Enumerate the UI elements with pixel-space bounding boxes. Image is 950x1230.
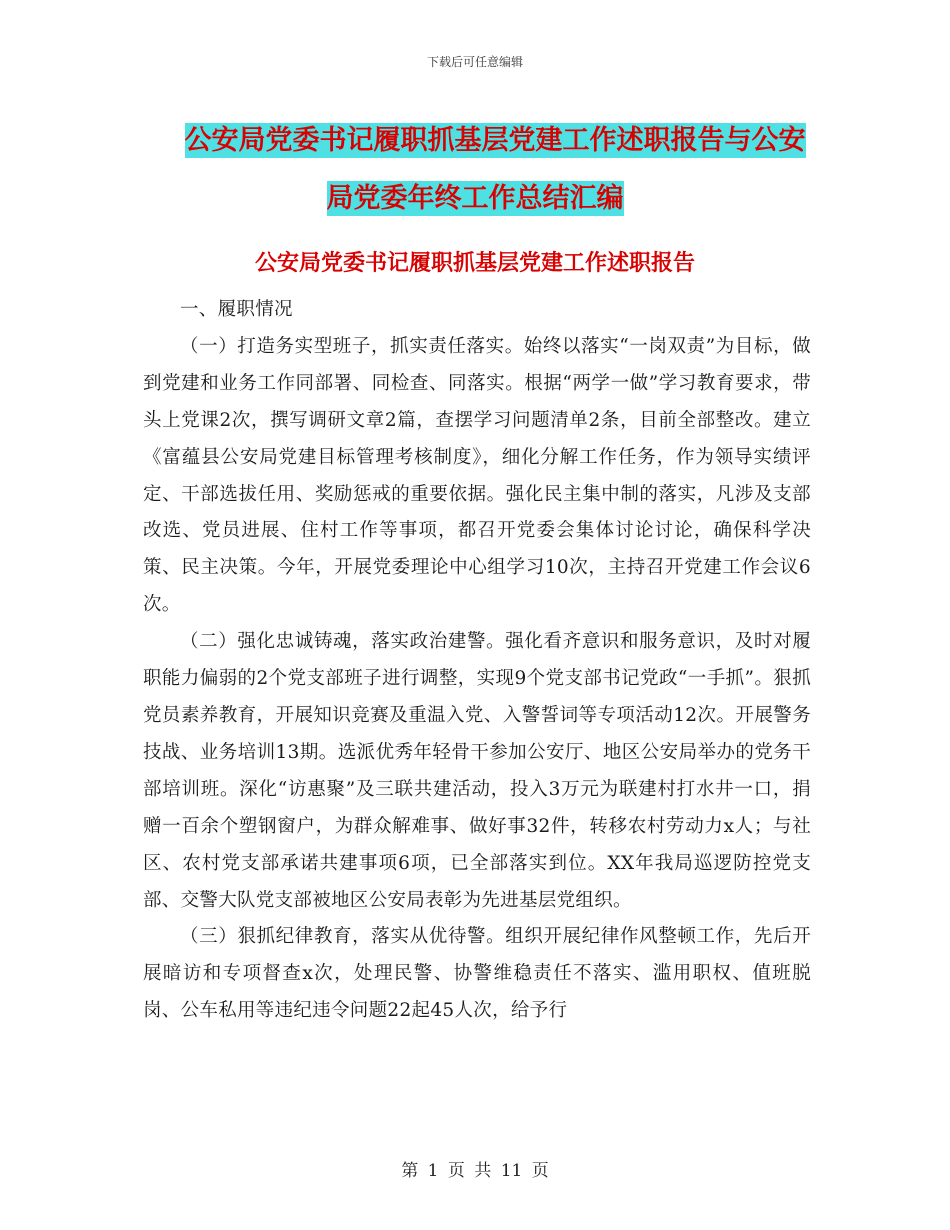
page-number-footer: 第 1 页 共 11 页 bbox=[401, 1161, 549, 1181]
paragraph-2: （二）强化忠诚铸魂，落实政治建警。强化看齐意识和服务意识，及时对履职能力偏弱的2个党支部班子进行调整，实现9个党支部书记党政“一手抓”。狠抓党员素养教育，开展知识竞赛及重温入党、入警誓词等专项活动12次。开展警务技战、业务培训13期。选派优秀年轻骨干参加公安厅、地区公安局举办的党务干部培训班。深化“访惠聚”及三联共建活动，投入3万元为联建村打水井一口，捐赠一百余个塑钢窗户，为群众解难事、做好事32件，转移农村劳动力x人；与社区、农村党支部承诺共建事项6项，已全部落实到位。XX年我局巡逻防控党支部、交警大队党支部被地区公安局表彰为先进基层党组织。 bbox=[143, 631, 811, 911]
document-title-line-2: 局党委年终工作总结汇编 bbox=[326, 183, 624, 214]
document-title-line-1: 公安局党委书记履职抓基层党建工作述职报告与公安 bbox=[184, 125, 806, 156]
paragraph-3: （三）狠抓纪律教育，落实从优待警。组织开展纪律作风整顿工作，先后开展暗访和专项督查x次，处理民警、协警维稳责任不落实、滥用职权、值班脱岗、公车私用等违纪违令问题22起45人次，给予行 bbox=[143, 926, 811, 1022]
document-body bbox=[143, 292, 811, 1030]
document-title bbox=[0, 112, 950, 228]
section-heading: 一、履职情况 bbox=[180, 299, 293, 320]
page-header: 下载后可任意编辑 bbox=[426, 55, 523, 69]
paragraph-1: （一）打造务实型班子，抓实责任落实。始终以落实“一岗双责”为目标，做到党建和业务工作同部署、同检查、同落实。根据“两学一做”学习教育要求，带头上党课2次，撰写调研文章2篇，查摆学习问题清单2条，目前全部整改。建立《富蕴县公安局党建目标管理考核制度》，细化分解工作任务，作为领导实绩评定、干部选拔任用、奖励惩戒的重要依据。强化民主集中制的落实，凡涉及支部改选、党员进展、住村工作等事项，都召开党委会集体讨论讨论，确保科学决策、民主决策。今年，开展党委理论中心组学习10次，主持召开党建工作会议6次。 bbox=[143, 335, 811, 616]
report-subtitle: 公安局党委书记履职抓基层党建工作述职报告 bbox=[254, 250, 695, 276]
